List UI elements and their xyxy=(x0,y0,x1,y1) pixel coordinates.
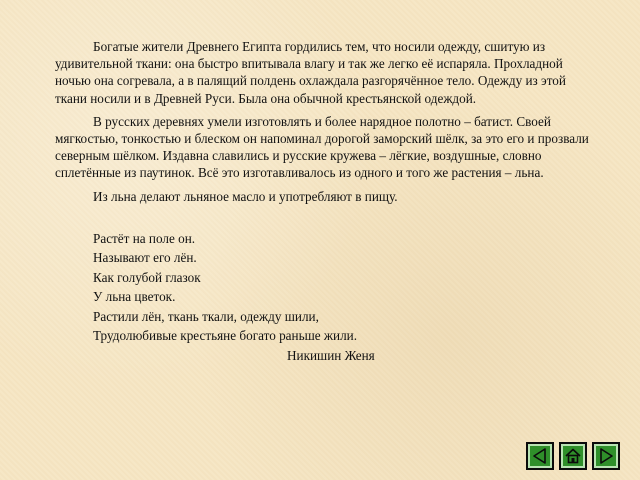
author-name: Никишин Женя xyxy=(287,347,375,363)
prev-button[interactable] xyxy=(526,442,554,470)
poem-line: У льна цветок. xyxy=(93,289,176,305)
poem-line: Как голубой глазок xyxy=(93,269,201,285)
paragraph-egypt: Богатые жители Древнего Египта гордились тем, что носили одежду, сшитую из удивительной ткани: она быстро впитывала влагу и так же легко её испаряла. Прохладной ночью она согревала, а в палящий полдень охлаждала разгорячённое тело. Одежду из этой ткани носили и в Древней Руси. Была она обычной крестьянской одеждой. xyxy=(55,39,566,106)
left-arrow-icon xyxy=(531,447,549,465)
poem-line: Трудолюбивые крестьяне богато раньше жили. xyxy=(93,328,358,344)
poem-line: Растили лён, ткань ткали, одежду шили, xyxy=(93,308,319,324)
spacer xyxy=(55,211,595,229)
navigation-bar xyxy=(526,442,620,470)
home-button[interactable] xyxy=(559,442,587,470)
poem-line: Называют его лён. xyxy=(93,250,197,266)
next-button[interactable] xyxy=(592,442,620,470)
right-arrow-icon xyxy=(597,447,615,465)
home-icon xyxy=(564,447,582,465)
paragraph-batiste: В русских деревнях умели изготовлять и более нарядное полотно – батист. Своей мягкостью, тонкостью и блеском он напоминал дорогой заморский шёлк, за это его и прозвали северным шёлком. Издавна славились и русские кружева – лёгкие, воздушные, словно сплетённые из паутинок. Всё это изготавливалось из одного и того же растения – льна. xyxy=(55,113,589,181)
poem-line: Растёт на поле он. xyxy=(93,230,196,246)
poem xyxy=(55,229,595,366)
document-body xyxy=(55,38,595,365)
paragraph-oil: Из льна делают льняное масло и употребляют в пищу. xyxy=(93,188,398,204)
